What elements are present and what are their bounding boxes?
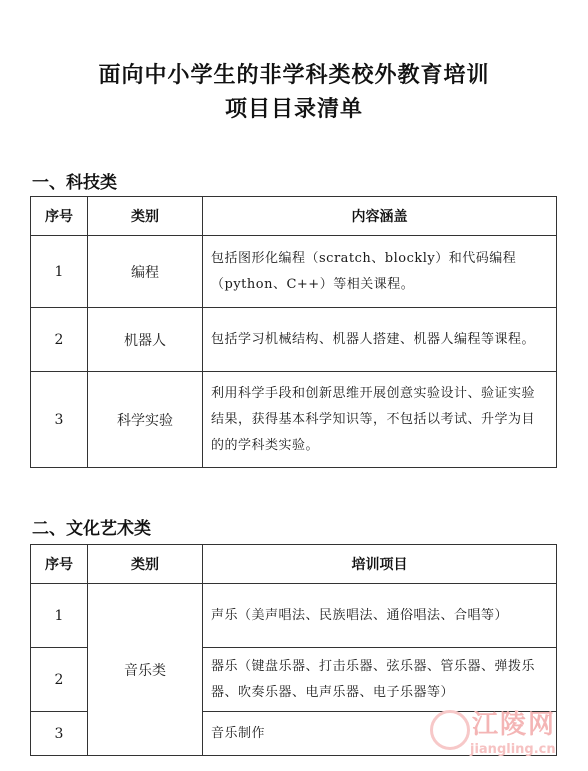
header-num: 序号: [31, 545, 88, 584]
row-content: 音乐制作: [203, 712, 557, 756]
watermark-url: jiangling.cn: [470, 742, 556, 757]
row-content: 器乐（键盘乐器、打击乐器、弦乐器、管乐器、弹拨乐器、吹奏乐器、电声乐器、电子乐器等）: [203, 648, 557, 712]
row-category: 音乐类: [88, 584, 203, 756]
table-header-row: [31, 197, 557, 236]
row-num: 2: [31, 308, 88, 372]
row-content: 包括图形化编程（scratch、blockly）和代码编程（python、C++）等相关课程。: [203, 236, 557, 308]
table-row: [31, 308, 557, 372]
header-category: 类别: [88, 197, 203, 236]
row-category: 编程: [88, 236, 203, 308]
row-num: 2: [31, 648, 88, 712]
row-content: 声乐（美声唱法、民族唱法、通俗唱法、合唱等）: [203, 584, 557, 648]
table-row: [31, 236, 557, 308]
tech-table: [30, 196, 557, 468]
row-category: 机器人: [88, 308, 203, 372]
row-content: 包括学习机械结构、机器人搭建、机器人编程等课程。: [203, 308, 557, 372]
header-num: 序号: [31, 197, 88, 236]
row-num: 1: [31, 236, 88, 308]
header-content: 培训项目: [203, 545, 557, 584]
table-row: [31, 372, 557, 468]
table-row: [31, 584, 557, 648]
row-content: 利用科学手段和创新思维开展创意实验设计、验证实验结果，获得基本科学知识等，不包括以考试、升学为目的的学科类实验。: [203, 372, 557, 468]
table-header-row: [31, 545, 557, 584]
watermark-name: 江陵网: [472, 710, 557, 740]
row-num: 3: [31, 372, 88, 468]
section-heading-tech: 一、科技类: [32, 173, 117, 193]
arts-table: [30, 544, 557, 756]
document-subtitle: 项目目录清单: [224, 97, 363, 122]
document-title: 面向中小学生的非学科类校外教育培训: [98, 63, 490, 88]
header-category: 类别: [88, 545, 203, 584]
row-num: 1: [31, 584, 88, 648]
row-num: 3: [31, 712, 88, 756]
row-category: 科学实验: [88, 372, 203, 468]
section-heading-arts: 二、文化艺术类: [32, 519, 151, 539]
header-content: 内容涵盖: [203, 197, 557, 236]
